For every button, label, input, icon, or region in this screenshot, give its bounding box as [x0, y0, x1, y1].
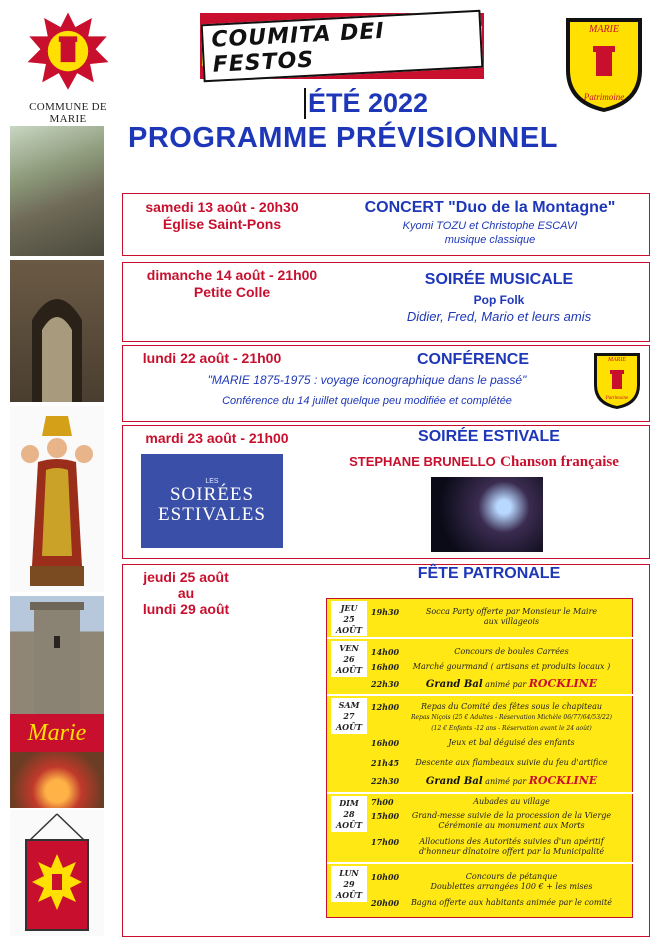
programme-row [371, 607, 630, 629]
programme-row [371, 797, 630, 809]
programme-row [371, 898, 630, 910]
conference-crest [592, 351, 642, 411]
stone-archway-photo [10, 260, 104, 402]
archway-icon [10, 260, 104, 402]
event-line-2: Conférence du 14 juillet quelque peu modifiée et complétée [222, 395, 512, 407]
day-month: AOÛT [335, 722, 363, 732]
event-line-1: Pop Folk [473, 293, 525, 307]
event-date: dimanche 14 août - 21h00 [146, 267, 318, 283]
banner-text: COUMITA DEI FESTOS [201, 10, 484, 83]
programme-row [371, 679, 630, 693]
day-name: DIM [339, 798, 359, 808]
event-line-2: Didier, Fred, Mario et leurs amis [406, 309, 592, 324]
row-desc-c: ROCKLINE [528, 774, 598, 787]
event-genre: Chanson française [500, 454, 619, 470]
programme-row [371, 738, 630, 750]
row-time: 16h00 [371, 738, 400, 748]
row-desc: Bagna offerte aux habitants animée par le comité [411, 898, 612, 907]
sun-crest-icon [22, 10, 114, 94]
event-title: CONCERT "Duo de la Montagne" [364, 199, 616, 216]
event-card-soiree-musicale [122, 262, 650, 342]
soirees-estivales-logo [141, 454, 283, 548]
row-desc-1: Socca Party offerte par Monsieur le Maire [425, 607, 598, 616]
programme-day [327, 864, 634, 919]
programme-row [371, 837, 630, 859]
row-time: 16h00 [371, 662, 400, 672]
row-time: 22h30 [371, 679, 400, 689]
day-label [331, 796, 367, 832]
row-desc-a: Grand Bal [425, 776, 483, 787]
logo-small: LES [205, 477, 219, 485]
programme-day [327, 794, 634, 864]
stone-tower-photo [10, 596, 104, 714]
event-date-end: lundi 29 août [142, 601, 230, 617]
event-date: samedi 13 août - 20h30 [145, 199, 299, 215]
tower-icon [10, 596, 104, 714]
patrimoine-crest [562, 14, 646, 114]
crest-top-label: MARIE [589, 24, 619, 35]
day-number: 25 [343, 614, 355, 624]
logo-line-2: ESTIVALES [158, 503, 266, 525]
programme-row [371, 662, 630, 674]
event-date: mardi 23 août - 21h00 [145, 430, 289, 446]
event-artist: STEPHANE BRUNELLO [349, 454, 496, 469]
row-time: 19h30 [371, 607, 400, 617]
village-aerial-photo [10, 126, 104, 256]
programme-day [327, 639, 634, 696]
row-desc-1: Allocutions des Autorités suivies d'un apéritif [419, 837, 604, 846]
concert-photo [431, 477, 543, 552]
programme-day [327, 696, 634, 794]
day-month: AOÛT [335, 820, 363, 830]
programme-title: PROGRAMME PRÉVISIONNEL [128, 122, 558, 154]
day-name: LUN [339, 868, 359, 878]
event-place: Petite Colle [193, 284, 271, 300]
day-month: AOÛT [335, 665, 363, 675]
row-time: 12h00 [371, 702, 400, 712]
event-date-mid: au [177, 585, 195, 601]
row-desc [393, 811, 630, 831]
row-desc-2: aux villageois [483, 617, 540, 626]
row-desc-a: Grand Bal [425, 679, 483, 690]
row-desc-2: Repas Niçois (25 € Adultes - Réservation Michèle 06/77/64/53/22) [410, 714, 613, 721]
programme-row [371, 811, 630, 833]
day-name: SAM [338, 700, 360, 710]
row-desc-3: (12 € Enfants -12 ans - Réservation avant le 24 août) [431, 725, 592, 732]
row-desc-b: animé par [482, 680, 529, 689]
programme-row [371, 758, 630, 770]
row-time: 21h45 [371, 758, 400, 768]
event-place: Église Saint-Pons [162, 216, 282, 232]
day-label [331, 641, 367, 677]
row-desc-b: animé par [482, 777, 529, 786]
day-number: 27 [343, 711, 355, 721]
programme-row [371, 702, 630, 736]
day-label [331, 698, 367, 734]
day-label [331, 866, 367, 902]
commune-crest [14, 10, 122, 125]
event-line-2: musique classique [444, 234, 536, 246]
row-time: 20h00 [371, 898, 400, 908]
row-desc [393, 837, 630, 857]
event-line-1: Kyomi TOZU et Christophe ESCAVI [402, 220, 578, 232]
event-date-start: jeudi 25 août [143, 569, 229, 585]
event-line-1: "MARIE 1875-1975 : voyage iconographique dans le passé" [207, 373, 527, 387]
row-desc-1: Repas du Comité des fêtes sous le chapiteau [421, 702, 602, 711]
row-desc: Descente aux flambeaux suivie du feu d'artifice [415, 758, 608, 767]
row-time: 17h00 [371, 837, 400, 847]
event-title: SOIRÉE MUSICALE [424, 271, 574, 288]
row-desc [393, 679, 630, 690]
row-time: 10h00 [371, 872, 400, 882]
mini-crest-bottom: Patrimoine [605, 396, 629, 401]
row-desc-2: Doublettes arrangées 100 € + les mises [430, 882, 593, 891]
day-month: AOÛT [335, 625, 363, 635]
hanging-sign-photo [10, 810, 104, 936]
marie-sign-label: Marie [27, 719, 87, 746]
row-time: 7h00 [371, 797, 394, 807]
day-month: AOÛT [335, 890, 363, 900]
day-name: VEN [339, 643, 359, 653]
programme-table [326, 598, 633, 918]
crest-bottom-label: Patrimoine [583, 92, 625, 102]
virgin-statue-photo [10, 406, 104, 592]
programme-row [371, 872, 630, 894]
day-number: 28 [343, 809, 355, 819]
oven-photo [10, 752, 104, 808]
event-card-conference [122, 345, 650, 422]
programme-row [371, 776, 630, 790]
event-artist-line [319, 453, 649, 471]
row-desc-2: d'honneur dînatoire offert par la Municipalité [418, 847, 605, 856]
year-title: ÉTÉ 2022 [304, 88, 428, 119]
day-number: 29 [343, 879, 355, 889]
row-time: 14h00 [371, 647, 400, 657]
row-desc [393, 872, 630, 892]
event-card-concert [122, 193, 650, 256]
row-desc: Jeux et bal déguisé des enfants [448, 738, 575, 747]
logo-line-1: SOIRÉES [169, 483, 255, 505]
committee-banner [200, 13, 484, 79]
event-title: FÊTE PATRONALE [417, 565, 561, 582]
day-number: 26 [343, 654, 355, 664]
programme-row [371, 647, 630, 659]
row-desc-c: ROCKLINE [528, 677, 598, 690]
mini-crest-top: MARIE [608, 357, 626, 363]
row-desc-1: Concours de pétanque [465, 872, 558, 881]
row-desc: Concours de boules Carrées [454, 647, 569, 656]
row-desc-2: Cérémonie au monument aux Morts [438, 821, 585, 830]
event-date: lundi 22 août - 21h00 [142, 350, 282, 366]
day-label [331, 601, 367, 636]
event-title: CONFÉRENCE [416, 351, 529, 368]
row-time: 15h00 [371, 811, 400, 821]
row-desc [393, 776, 630, 787]
row-desc [393, 702, 630, 734]
statue-icon [10, 406, 104, 592]
row-desc [393, 607, 630, 627]
row-desc: Marché gourmand ( artisans et produits locaux ) [412, 662, 611, 671]
programme-day [327, 599, 634, 639]
day-name: JEU [340, 603, 358, 613]
row-desc: Aubades au village [473, 797, 550, 806]
marie-sign [10, 714, 104, 752]
hanging-crest-icon [10, 810, 104, 936]
commune-caption: COMMUNE DE MARIE [29, 101, 107, 125]
row-time: 22h30 [371, 776, 400, 786]
row-desc-1: Grand-messe suivie de la procession de la Vierge [411, 811, 612, 820]
event-title: SOIRÉE ESTIVALE [418, 428, 560, 445]
